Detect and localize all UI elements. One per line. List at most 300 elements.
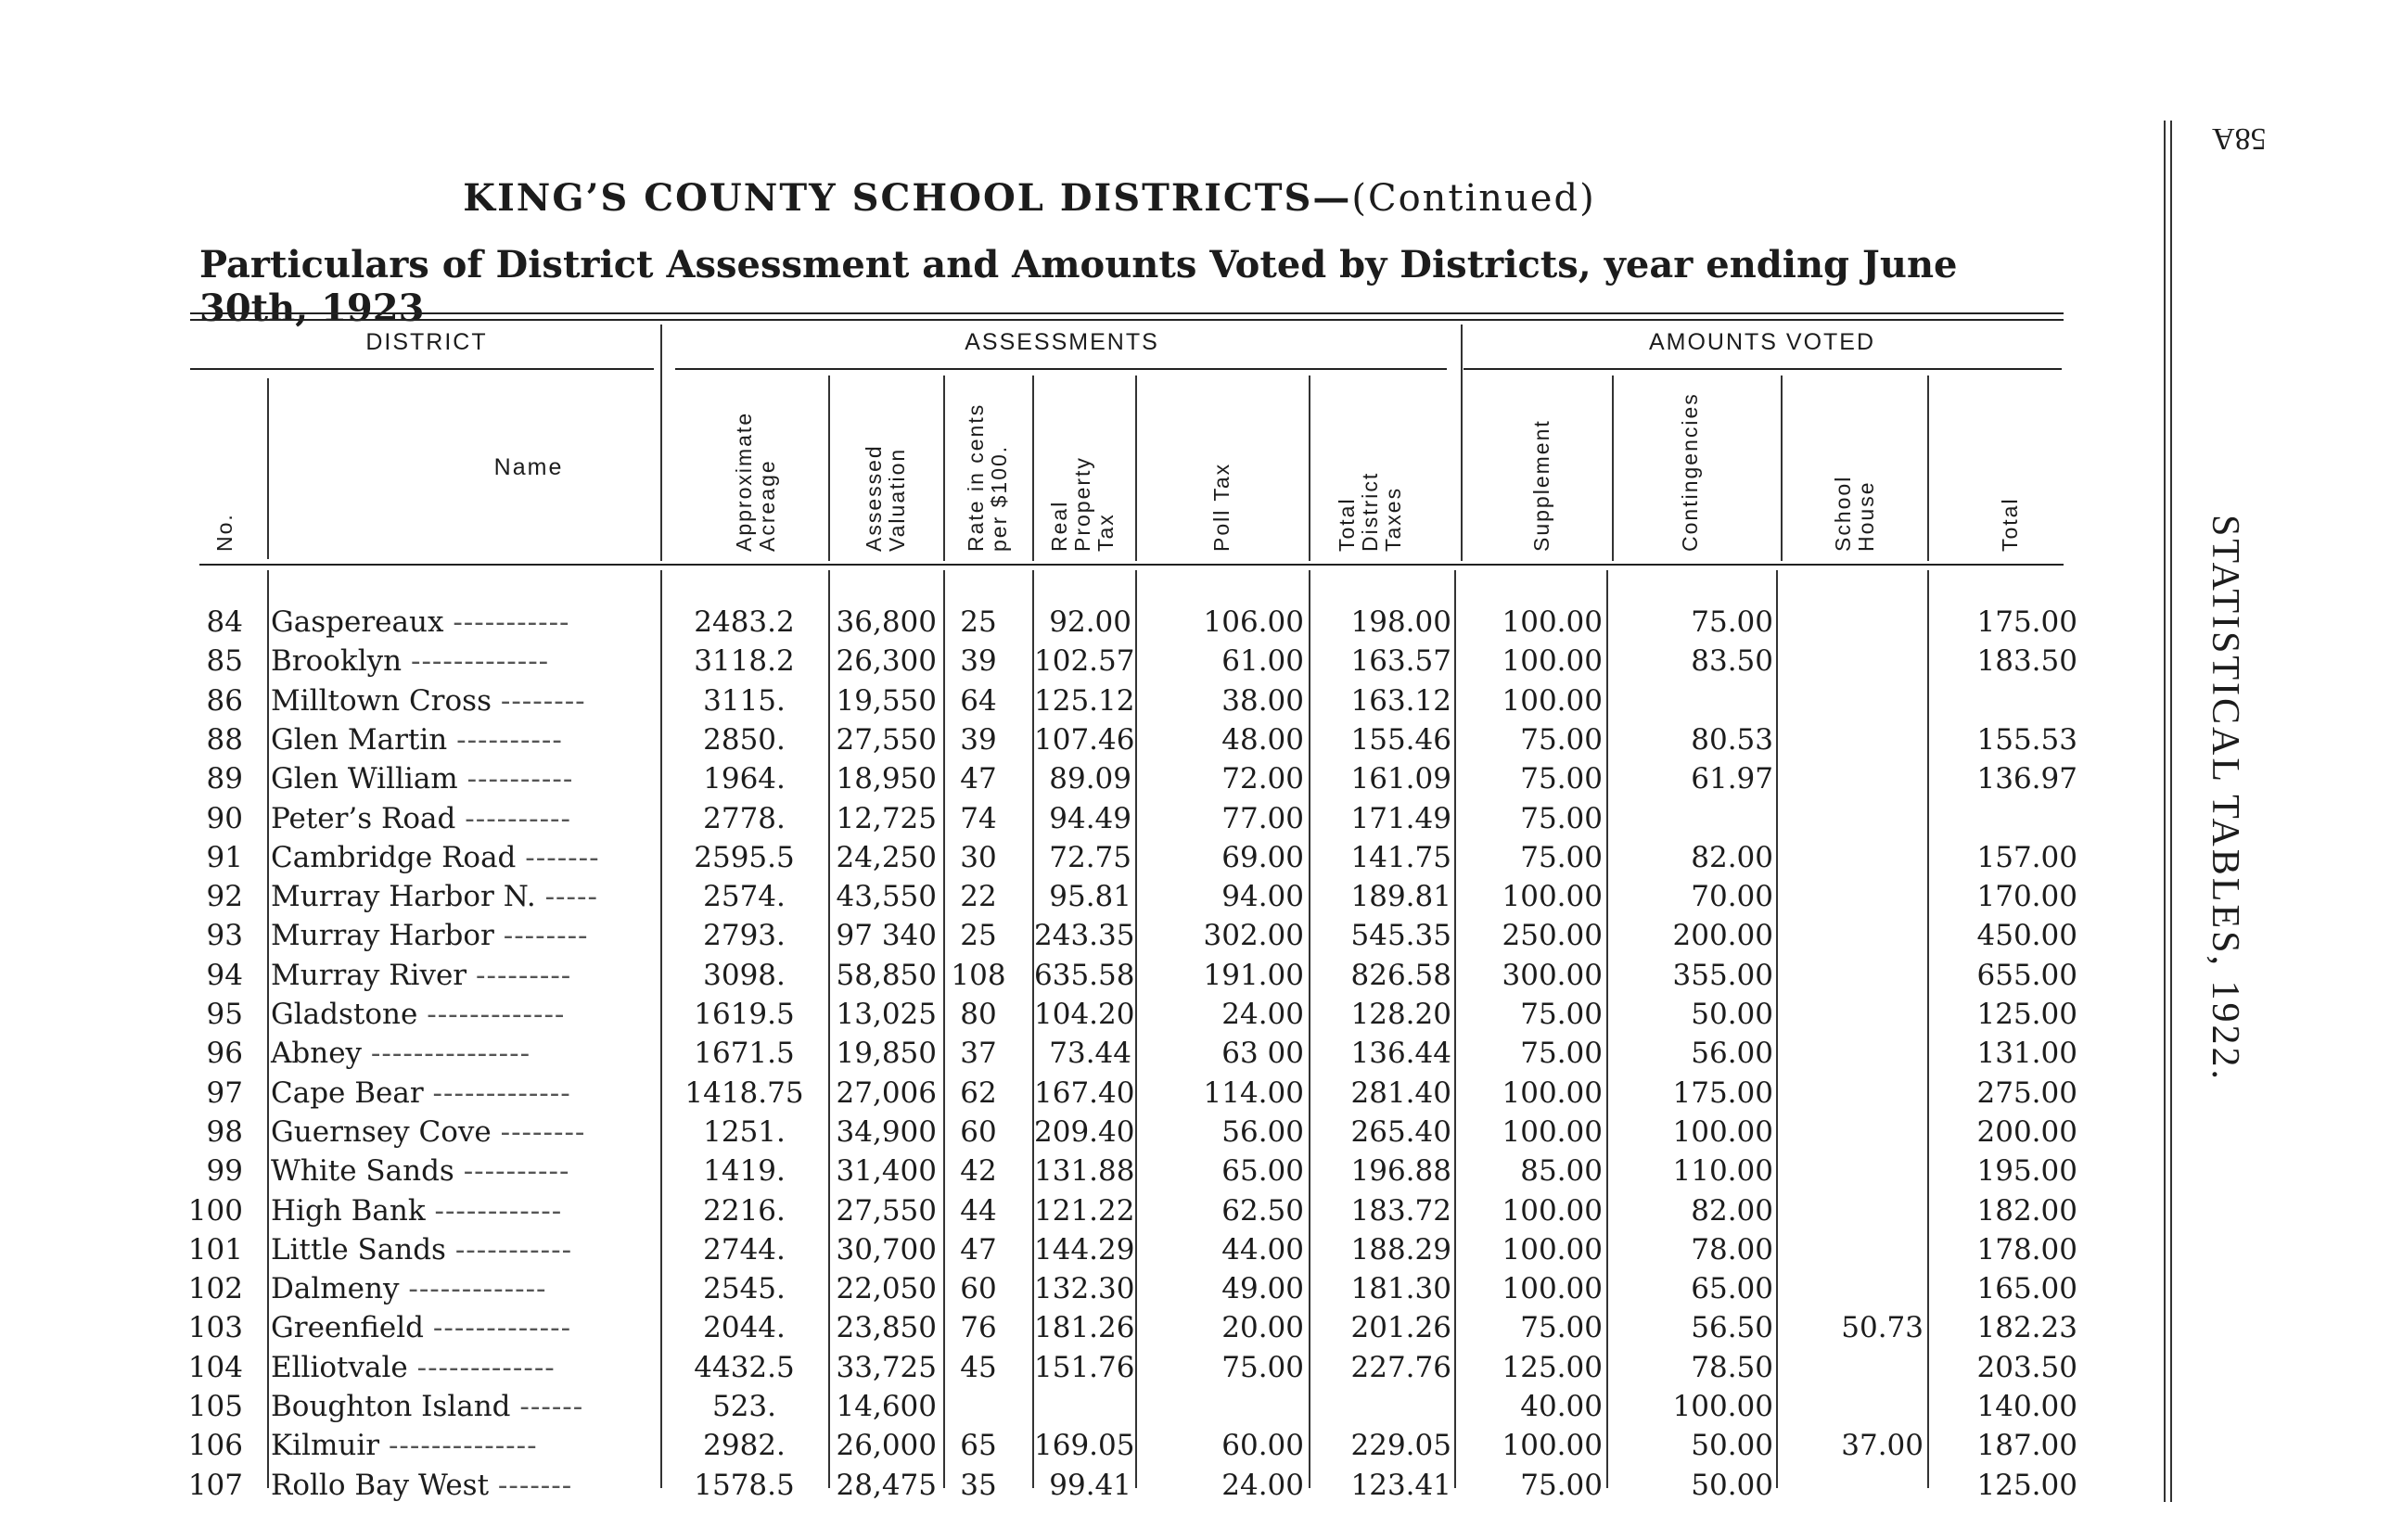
cell-no: 92 <box>206 880 243 914</box>
cell-school-house <box>1778 1113 1924 1152</box>
district-name: Greenfield <box>271 1311 425 1345</box>
cell-name <box>271 1074 660 1113</box>
cell-school-house <box>1778 838 1924 877</box>
cell-rate: 44 <box>960 1193 997 1228</box>
district-name: Gladstone <box>271 998 418 1031</box>
cell-acreage: 2793. <box>703 919 786 953</box>
group-amounts-voted: AMOUNTS VOTED <box>1648 329 1876 355</box>
cell-real-tax: 102.57 <box>1034 644 1135 679</box>
cell-contingencies: 65.00 <box>1691 1272 1773 1306</box>
cell-rate: 64 <box>960 683 997 718</box>
district-name: High Bank <box>271 1193 426 1228</box>
col-header-district-taxes: Total District Taxes <box>1335 471 1405 552</box>
cell-district-taxes: 201.26 <box>1350 1311 1451 1345</box>
cell-valuation: 43,550 <box>836 880 937 914</box>
cell-no: 103 <box>187 1311 243 1345</box>
cell-real-tax: 104.20 <box>1034 998 1135 1031</box>
cell-contingencies: 100.00 <box>1672 1390 1773 1423</box>
cell-supplement: 100.00 <box>1502 683 1603 718</box>
table-row <box>0 1308 2096 1347</box>
cell-district-taxes: 265.40 <box>1350 1114 1451 1149</box>
cell-contingencies: 50.00 <box>1691 1429 1773 1463</box>
cell-district-taxes: 141.75 <box>1350 840 1451 874</box>
cell-valuation: 18,950 <box>836 762 937 796</box>
leader-dots: ------------- <box>432 1075 571 1110</box>
table-row <box>0 642 2096 681</box>
leader-dots: -------------- <box>388 1429 538 1463</box>
cell-acreage: 1418.75 <box>684 1075 804 1110</box>
cell-contingencies: 175.00 <box>1672 1075 1773 1110</box>
cell-supplement: 75.00 <box>1520 1468 1603 1502</box>
cell-real-tax: 151.76 <box>1034 1350 1135 1384</box>
cell-school-house <box>1778 642 1924 681</box>
cell-district-taxes: 123.41 <box>1350 1468 1451 1502</box>
cell-school-house: 37.00 <box>1841 1429 1924 1463</box>
leader-dots: ---------- <box>465 801 571 835</box>
cell-no: 102 <box>187 1272 243 1306</box>
cell-district-taxes: 826.58 <box>1350 958 1451 992</box>
cell-poll-tax: 38.00 <box>1221 683 1304 718</box>
cell-poll-tax: 72.00 <box>1221 762 1304 796</box>
table-row <box>0 995 2096 1034</box>
cell-school-house <box>1778 603 1924 642</box>
leader-dots: -------- <box>503 919 589 953</box>
cell-no: 94 <box>206 958 243 992</box>
cell-no: 88 <box>206 722 243 757</box>
cell-valuation: 36,800 <box>836 605 937 639</box>
cell-poll-tax: 60.00 <box>1221 1429 1304 1463</box>
cell-no: 100 <box>187 1193 243 1228</box>
cell-total <box>1929 799 2077 838</box>
cell-poll-tax: 75.00 <box>1221 1350 1304 1384</box>
title-main: KING’S COUNTY SCHOOL DISTRICTS— <box>463 176 1352 220</box>
cell-total: 200.00 <box>1976 1114 2077 1149</box>
cell-acreage: 3098. <box>703 958 786 992</box>
leader-dots: ----------- <box>454 1232 573 1266</box>
cell-total: 165.00 <box>1976 1272 2077 1306</box>
cell-poll-tax: 61.00 <box>1221 644 1304 679</box>
cell-poll-tax: 94.00 <box>1221 880 1304 914</box>
district-underline <box>190 368 654 370</box>
side-page-number: 58A <box>2212 121 2267 156</box>
cell-supplement: 75.00 <box>1520 998 1603 1031</box>
cell-school-house <box>1778 1348 1924 1387</box>
hdr-sep-8 <box>1461 325 1463 561</box>
cell-contingencies: 61.97 <box>1691 762 1773 796</box>
cell-school-house <box>1778 956 1924 995</box>
cell-contingencies: 82.00 <box>1691 1193 1773 1228</box>
cell-district-taxes: 196.88 <box>1350 1154 1451 1189</box>
cell-district-taxes: 155.46 <box>1350 722 1451 757</box>
district-name: Glen William <box>271 762 458 796</box>
cell-no: 97 <box>206 1075 243 1110</box>
cell-supplement: 100.00 <box>1502 644 1603 679</box>
cell-total: 450.00 <box>1976 919 2077 953</box>
table-row <box>0 1191 2096 1230</box>
col-header-poll-tax: Poll Tax <box>1209 462 1233 552</box>
cell-no: 91 <box>206 840 243 874</box>
cell-valuation: 23,850 <box>836 1311 937 1345</box>
cell-valuation: 26,300 <box>836 644 937 679</box>
cell-total: 182.23 <box>1976 1311 2077 1345</box>
cell-total: 183.50 <box>1976 644 2077 679</box>
assessments-underline <box>675 368 1447 370</box>
cell-total: 136.97 <box>1976 762 2077 796</box>
cell-contingencies: 355.00 <box>1672 958 1773 992</box>
cell-no: 95 <box>206 998 243 1031</box>
cell-poll-tax: 69.00 <box>1221 840 1304 874</box>
col-header-contingencies: Contingencies <box>1678 392 1702 552</box>
cell-rate <box>945 1387 1012 1426</box>
cell-valuation: 26,000 <box>836 1429 937 1463</box>
cell-name <box>271 720 660 759</box>
col-header-name: Name <box>493 454 564 480</box>
cell-district-taxes: 163.57 <box>1350 644 1451 679</box>
district-name: Elliotvale <box>271 1350 408 1384</box>
district-name: Guernsey Cove <box>271 1114 492 1149</box>
table-row <box>0 799 2096 838</box>
group-district: DISTRICT <box>365 329 488 355</box>
leader-dots: --------------- <box>370 1037 531 1071</box>
cell-school-house <box>1778 1269 1924 1308</box>
hdr-sep-9 <box>1612 375 1614 561</box>
cell-contingencies: 50.00 <box>1691 1468 1773 1502</box>
leader-dots: -------- <box>500 683 586 718</box>
cell-name <box>271 1230 660 1269</box>
cell-name <box>271 1466 660 1505</box>
cell-valuation: 19,850 <box>836 1037 937 1071</box>
cell-school-house <box>1778 681 1924 720</box>
cell-name <box>271 1426 660 1465</box>
cell-name <box>271 1152 660 1190</box>
cell-valuation: 13,025 <box>836 998 937 1031</box>
hdr-sep-3 <box>828 375 830 561</box>
cell-acreage: 2545. <box>703 1272 786 1306</box>
cell-name <box>271 1308 660 1347</box>
side-rule-1 <box>2164 121 2166 1502</box>
col-header-school-house: School House <box>1831 475 1878 552</box>
cell-rate: 60 <box>960 1272 997 1306</box>
col-header-supplement: Supplement <box>1529 419 1553 552</box>
cell-real-tax: 73.44 <box>1049 1037 1131 1071</box>
cell-rate: 42 <box>960 1154 997 1189</box>
cell-total: 155.53 <box>1976 722 2077 757</box>
cell-acreage: 1619.5 <box>694 998 795 1031</box>
cell-district-taxes: 181.30 <box>1350 1272 1451 1306</box>
cell-poll-tax: 65.00 <box>1221 1154 1304 1189</box>
cell-poll-tax: 106.00 <box>1203 605 1304 639</box>
leader-dots: ------- <box>525 840 600 874</box>
cell-valuation: 34,900 <box>836 1114 937 1149</box>
table-row <box>0 1113 2096 1152</box>
cell-school-house <box>1778 799 1924 838</box>
cell-name <box>271 1387 660 1426</box>
cell-poll-tax: 24.00 <box>1221 998 1304 1031</box>
cell-contingencies: 100.00 <box>1672 1114 1773 1149</box>
hdr-sep-6 <box>1135 375 1137 561</box>
cell-acreage: 2483.2 <box>694 605 795 639</box>
cell-name <box>271 681 660 720</box>
district-name: White Sands <box>271 1154 454 1189</box>
cell-acreage: 3118.2 <box>694 644 795 679</box>
leader-dots: ---------- <box>467 762 574 796</box>
cell-supplement: 100.00 <box>1502 1272 1603 1306</box>
cell-total: 170.00 <box>1976 880 2077 914</box>
table-row <box>0 1348 2096 1387</box>
cell-school-house <box>1778 995 1924 1034</box>
top-rule <box>190 312 2064 314</box>
cell-district-taxes: 229.05 <box>1350 1429 1451 1463</box>
hdr-sep-4 <box>943 375 945 561</box>
cell-name <box>271 916 660 955</box>
cell-acreage: 2216. <box>703 1193 786 1228</box>
cell-supplement: 75.00 <box>1520 1311 1603 1345</box>
district-name: Little Sands <box>271 1232 446 1266</box>
cell-district-taxes: 227.76 <box>1350 1350 1451 1384</box>
table-row <box>0 1387 2096 1426</box>
leader-dots: ----------- <box>453 605 570 639</box>
cell-name <box>271 1113 660 1152</box>
cell-name <box>271 956 660 995</box>
cell-valuation: 22,050 <box>836 1272 937 1306</box>
cell-acreage: 4432.5 <box>694 1350 795 1384</box>
district-name: Gaspereaux <box>271 605 444 639</box>
cell-rate: 35 <box>960 1468 997 1502</box>
cell-real-tax: 92.00 <box>1049 605 1131 639</box>
cell-total: 175.00 <box>1976 605 2077 639</box>
cell-real-tax: 72.75 <box>1049 840 1131 874</box>
cell-poll-tax: 77.00 <box>1221 801 1304 835</box>
district-name: Brooklyn <box>271 644 403 679</box>
cell-supplement: 125.00 <box>1502 1350 1603 1384</box>
cell-supplement: 75.00 <box>1520 722 1603 757</box>
hdr-sep-10 <box>1781 375 1783 561</box>
cell-supplement: 85.00 <box>1520 1154 1603 1189</box>
cell-real-tax: 167.40 <box>1034 1075 1135 1110</box>
cell-real-tax: 107.46 <box>1034 722 1135 757</box>
cell-supplement: 40.00 <box>1520 1390 1603 1423</box>
cell-school-house <box>1778 916 1924 955</box>
cell-poll-tax: 302.00 <box>1203 919 1304 953</box>
cell-total: 178.00 <box>1976 1232 2077 1266</box>
cell-no: 106 <box>187 1429 243 1463</box>
table-row <box>0 1034 2096 1073</box>
cell-real-tax: 94.49 <box>1049 801 1131 835</box>
cell-no: 99 <box>206 1154 243 1189</box>
cell-acreage: 2778. <box>703 801 786 835</box>
cell-acreage: 523. <box>711 1390 777 1423</box>
cell-no: 104 <box>187 1350 243 1384</box>
cell-supplement: 100.00 <box>1502 605 1603 639</box>
district-name: Murray Harbor N. <box>271 880 536 914</box>
cell-supplement: 100.00 <box>1502 1193 1603 1228</box>
district-name: Boughton Island <box>271 1390 511 1423</box>
leader-dots: ------------- <box>432 1311 572 1345</box>
table-row <box>0 838 2096 877</box>
cell-name <box>271 1191 660 1230</box>
col-header-valuation: Assessed Valuation <box>862 444 909 552</box>
cell-district-taxes: 281.40 <box>1350 1075 1451 1110</box>
cell-supplement: 250.00 <box>1502 919 1603 953</box>
cell-no: 89 <box>206 762 243 796</box>
cell-rate: 108 <box>951 958 1006 992</box>
cell-total: 140.00 <box>1976 1390 2077 1423</box>
col-header-total: Total <box>1998 497 2022 552</box>
cell-no: 105 <box>187 1390 243 1423</box>
title-continued: (Continued) <box>1351 177 1596 220</box>
cell-acreage: 2044. <box>703 1311 786 1345</box>
cell-no: 93 <box>206 919 243 953</box>
col-header-rate: Rate in cents per $100. <box>964 402 1011 552</box>
cell-valuation: 12,725 <box>836 801 937 835</box>
amounts-underline <box>1464 368 2062 370</box>
cell-name <box>271 799 660 838</box>
cell-real-tax: 89.09 <box>1049 762 1131 796</box>
cell-name <box>271 642 660 681</box>
district-name: Cape Bear <box>271 1075 424 1110</box>
cell-district-taxes: 171.49 <box>1350 801 1451 835</box>
cell-no: 90 <box>206 801 243 835</box>
cell-total: 182.00 <box>1976 1193 2077 1228</box>
cell-district-taxes: 189.81 <box>1350 880 1451 914</box>
cell-school-house <box>1778 1034 1924 1073</box>
cell-district-taxes: 183.72 <box>1350 1193 1451 1228</box>
cell-rate: 47 <box>960 762 997 796</box>
cell-valuation: 27,006 <box>836 1075 937 1110</box>
cell-rate: 37 <box>960 1037 997 1071</box>
cell-supplement: 75.00 <box>1520 801 1603 835</box>
cell-real-tax: 635.58 <box>1034 958 1135 992</box>
cell-supplement: 100.00 <box>1502 1429 1603 1463</box>
cell-acreage: 1419. <box>703 1154 786 1189</box>
cell-school-house <box>1778 759 1924 798</box>
hdr-sep-2 <box>660 325 662 561</box>
cell-acreage: 2574. <box>703 880 786 914</box>
table-row <box>0 759 2096 798</box>
cell-acreage: 2595.5 <box>694 840 795 874</box>
cell-total: 131.00 <box>1976 1037 2077 1071</box>
cell-rate: 74 <box>960 801 997 835</box>
cell-valuation: 58,850 <box>836 958 937 992</box>
cell-no: 96 <box>206 1037 243 1071</box>
cell-valuation: 28,475 <box>836 1468 937 1502</box>
cell-real-tax: 95.81 <box>1049 880 1131 914</box>
page-title <box>0 176 2059 220</box>
cell-school-house <box>1778 877 1924 916</box>
cell-no: 84 <box>206 605 243 639</box>
table-row <box>0 1074 2096 1113</box>
table-row <box>0 1152 2096 1190</box>
cell-real-tax: 209.40 <box>1034 1114 1135 1149</box>
cell-poll-tax: 49.00 <box>1221 1272 1304 1306</box>
leader-dots: ------------- <box>416 1350 556 1384</box>
cell-school-house <box>1778 720 1924 759</box>
cell-real-tax: 132.30 <box>1034 1272 1135 1306</box>
cell-school-house <box>1778 1152 1924 1190</box>
cell-supplement: 75.00 <box>1520 840 1603 874</box>
cell-real-tax: 131.88 <box>1034 1154 1135 1189</box>
col-header-acreage: Approximate Acreage <box>732 411 779 552</box>
cell-name <box>271 603 660 642</box>
cell-valuation: 30,700 <box>836 1232 937 1266</box>
leader-dots: --------- <box>476 958 572 992</box>
cell-poll-tax: 63 00 <box>1221 1037 1304 1071</box>
hdr-sep-5 <box>1032 375 1034 561</box>
cell-total: 203.50 <box>1976 1350 2077 1384</box>
cell-supplement: 75.00 <box>1520 762 1603 796</box>
col-header-no: No. <box>212 513 236 552</box>
cell-rate: 76 <box>960 1311 997 1345</box>
district-name: Rollo Bay West <box>271 1468 490 1502</box>
leader-dots: ---------- <box>463 1154 570 1189</box>
cell-valuation: 14,600 <box>836 1390 937 1423</box>
table-row <box>0 603 2096 642</box>
leader-dots: ------------- <box>410 644 550 679</box>
side-running-title: STATISTICAL TABLES, 1922. <box>2204 515 2246 1082</box>
cell-district-taxes: 545.35 <box>1350 919 1451 953</box>
cell-total: 125.00 <box>1976 998 2077 1031</box>
cell-poll-tax: 114.00 <box>1203 1075 1304 1110</box>
cell-name <box>271 995 660 1034</box>
cell-supplement: 100.00 <box>1502 1114 1603 1149</box>
table-row <box>0 681 2096 720</box>
cell-poll-tax: 62.50 <box>1221 1193 1304 1228</box>
side-rule-2 <box>2170 121 2172 1502</box>
cell-acreage: 1964. <box>703 762 786 796</box>
cell-real-tax: 243.35 <box>1034 919 1135 953</box>
cell-rate: 65 <box>960 1429 997 1463</box>
cell-real-tax: 125.12 <box>1034 683 1135 718</box>
cell-name <box>271 1269 660 1308</box>
cell-district-taxes: 136.44 <box>1350 1037 1451 1071</box>
cell-total <box>1929 681 2077 720</box>
cell-real-tax: 181.26 <box>1034 1311 1135 1345</box>
leader-dots: ----- <box>544 880 598 914</box>
cell-valuation: 24,250 <box>836 840 937 874</box>
cell-district-taxes <box>1310 1387 1451 1426</box>
leader-dots: ------------- <box>427 998 566 1031</box>
cell-district-taxes: 198.00 <box>1350 605 1451 639</box>
cell-name <box>271 1348 660 1387</box>
cell-contingencies <box>1608 799 1773 838</box>
cell-contingencies: 110.00 <box>1672 1154 1773 1189</box>
cell-rate: 45 <box>960 1350 997 1384</box>
district-name: Abney <box>271 1037 363 1071</box>
hdr-sep-7 <box>1309 375 1310 561</box>
cell-total: 125.00 <box>1976 1468 2077 1502</box>
cell-contingencies: 56.00 <box>1691 1037 1773 1071</box>
district-name: Kilmuir <box>271 1429 380 1463</box>
cell-valuation: 27,550 <box>836 1193 937 1228</box>
cell-acreage: 3115. <box>703 683 786 718</box>
cell-school-house <box>1778 1387 1924 1426</box>
cell-contingencies: 56.50 <box>1691 1311 1773 1345</box>
cell-valuation: 97 340 <box>836 919 937 953</box>
table-row <box>0 1269 2096 1308</box>
cell-rate: 22 <box>960 880 997 914</box>
district-name: Murray Harbor <box>271 919 494 953</box>
table-row <box>0 1426 2096 1465</box>
cell-district-taxes: 161.09 <box>1350 762 1451 796</box>
leader-dots: ------------- <box>408 1272 547 1306</box>
cell-contingencies: 78.50 <box>1691 1350 1773 1384</box>
cell-contingencies: 82.00 <box>1691 840 1773 874</box>
hdr-sep-11 <box>1927 375 1929 561</box>
cell-contingencies: 78.00 <box>1691 1232 1773 1266</box>
district-name: Glen Martin <box>271 722 448 757</box>
cell-rate: 25 <box>960 919 997 953</box>
table-row <box>0 916 2096 955</box>
